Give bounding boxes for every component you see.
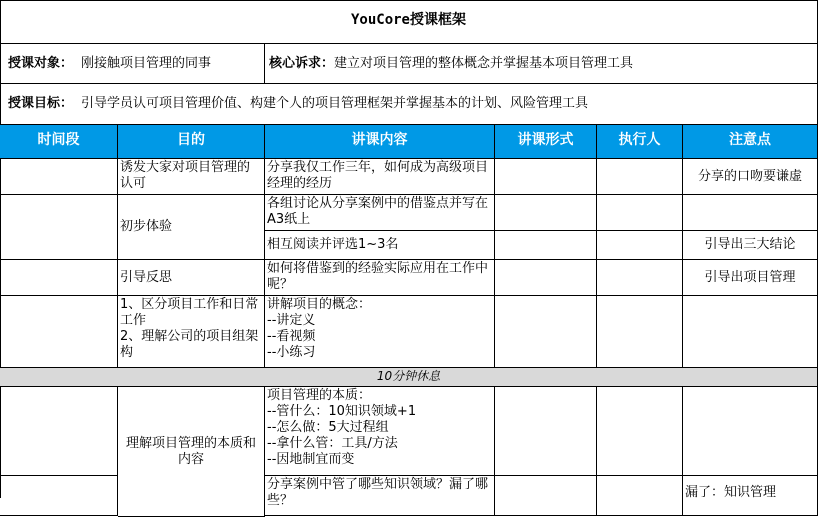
time-cell xyxy=(0,387,118,476)
purpose-cell: 引导反思 xyxy=(118,260,265,296)
note-cell xyxy=(683,387,818,476)
content-cell: 讲解项目的概念： --讲定义 --看视频 --小练习 xyxy=(265,296,495,368)
form-cell xyxy=(495,260,597,296)
time-cell xyxy=(0,260,118,296)
time-cell xyxy=(0,195,118,260)
time-cell xyxy=(0,296,118,368)
purpose-cell: 1、区分项目工作和日常工作 2、理解公司的项目组架构 xyxy=(118,296,265,368)
appeal-value: 建立对项目管理的整体概念并掌握基本项目管理工具 xyxy=(334,55,634,71)
goal-label: 授课目标： xyxy=(8,96,74,111)
header-notes: 注意点 xyxy=(683,125,818,159)
note-cell: 漏了：知识管理 xyxy=(683,476,818,516)
target-cell xyxy=(0,44,265,84)
content-cell: 项目管理的本质： --管什么：10知识领域+1 --怎么做：5大过程组 --拿什么管：工具/方法 --因地制宜而变 xyxy=(265,387,495,476)
note-cell xyxy=(683,296,818,368)
header-content: 讲课内容 xyxy=(265,125,495,159)
form-cell xyxy=(495,476,597,516)
note-cell: 引导出三大结论 xyxy=(683,231,818,260)
form-cell xyxy=(495,195,597,231)
header-time: 时间段 xyxy=(0,125,118,159)
form-cell xyxy=(495,387,597,476)
content-cell: 如何将借鉴到的经验实际应用在工作中呢？ xyxy=(265,260,495,296)
executor-cell xyxy=(597,231,683,260)
header-form: 讲课形式 xyxy=(495,125,597,159)
executor-cell xyxy=(597,159,683,195)
content-cell: 相互阅读并评选1~3名 xyxy=(265,231,495,260)
header-executor: 执行人 xyxy=(597,125,683,159)
goal-value: 引导学员认可项目管理价值、构建个人的项目管理框架并掌握基本的计划、风险管理工具 xyxy=(81,96,589,111)
executor-cell xyxy=(597,387,683,476)
note-cell: 引导出项目管理 xyxy=(683,260,818,296)
executor-cell xyxy=(597,260,683,296)
goal-cell xyxy=(0,84,818,125)
purpose-cell: 初步体验 xyxy=(118,195,265,260)
break-row: 10分钟休息 xyxy=(0,368,818,387)
content-cell: 各组讨论从分享案例中的借鉴点并写在A3纸上 xyxy=(265,195,495,231)
time-cell xyxy=(0,159,118,195)
form-cell xyxy=(495,159,597,195)
executor-cell xyxy=(597,195,683,231)
purpose-cell: 理解项目管理的本质和内容 xyxy=(118,387,265,517)
target-label: 授课对象： xyxy=(8,55,74,71)
appeal-cell xyxy=(265,44,818,84)
executor-cell xyxy=(597,476,683,516)
form-cell xyxy=(495,296,597,368)
note-cell: 分享的口吻要谦虚 xyxy=(683,159,818,195)
purpose-cell: 诱发大家对项目管理的认可 xyxy=(118,159,265,195)
content-cell: 分享我仅工作三年，如何成为高级项目经理的经历 xyxy=(265,159,495,195)
target-value: 刚接触项目管理的同事 xyxy=(81,55,212,71)
note-cell xyxy=(683,195,818,231)
content-cell: 分享案例中管了哪些知识领域？漏了哪些？ xyxy=(265,476,495,516)
appeal-label: 核心诉求： xyxy=(269,55,335,71)
form-cell xyxy=(495,231,597,260)
page-title: YouCore授课框架 xyxy=(0,0,818,44)
executor-cell xyxy=(597,296,683,368)
time-cell xyxy=(0,476,118,516)
header-purpose: 目的 xyxy=(118,125,265,159)
